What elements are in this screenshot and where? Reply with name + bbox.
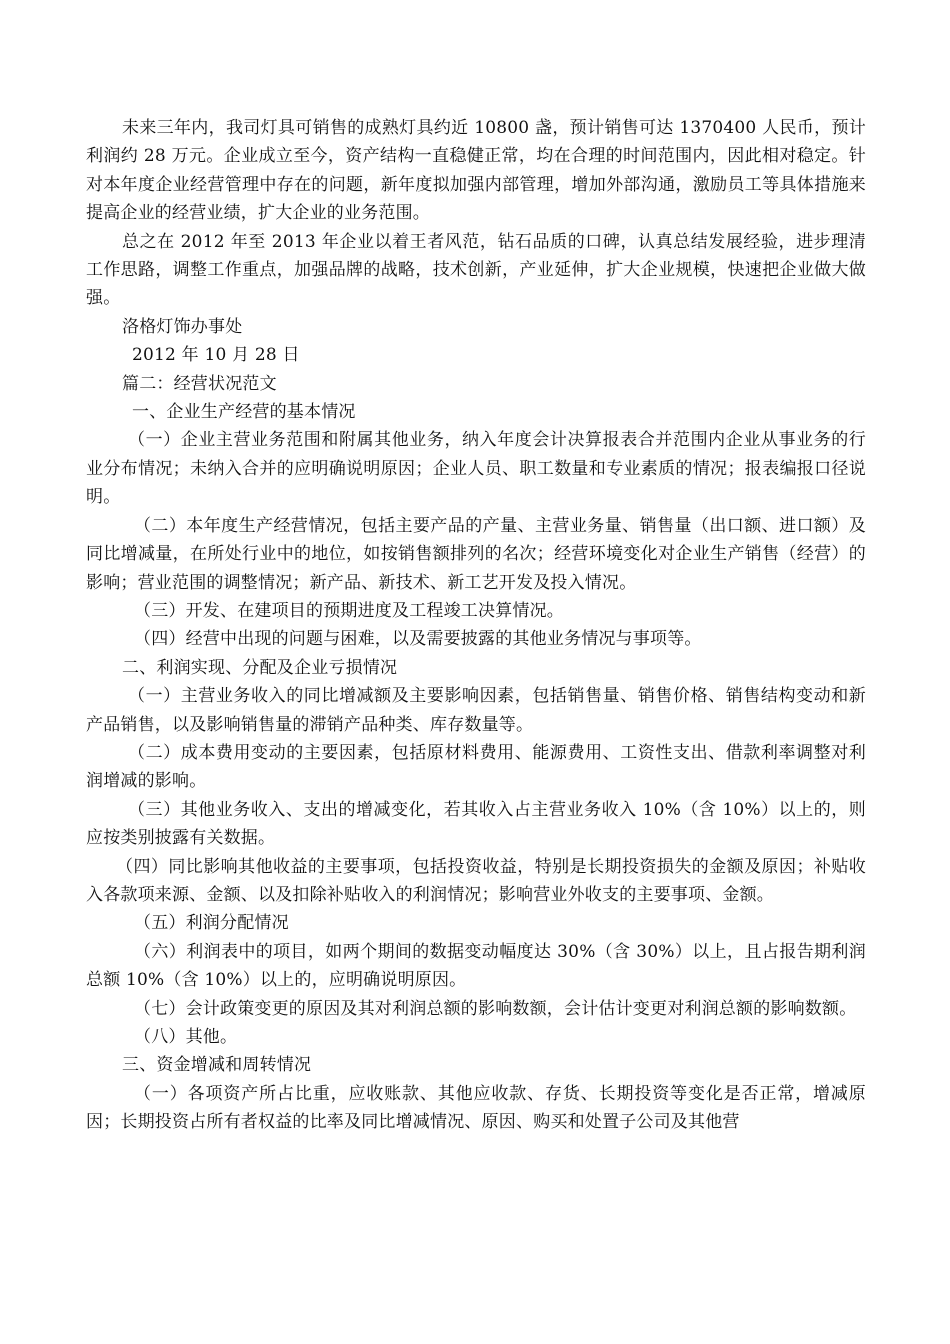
article-two-title: 篇二：经营状况范文 bbox=[122, 373, 277, 394]
item-2-5: （五）利润分配情况 bbox=[134, 913, 289, 934]
item-1-3: （三）开发、在建项目的预期进度及工程竣工决算情况。 bbox=[134, 600, 564, 621]
item-2-1: （一）主营业务收入的同比增减额及主要影响因素，包括销售量、销售价格、销售结构变动和新产品销售，以及影响销售量的滞销产品种类、库存数量等。 bbox=[86, 686, 866, 735]
item-1-2: （二）本年度生产经营情况，包括主要产品的产量、主营业务量、销售量（出口额、进口额）及同比增减量，在所处行业中的地位，如按销售额排列的名次；经营环境变化对企业生产销售（经营）的影响；营业范围的调整情况；新产品、新技术、新工艺开发及投入情况。 bbox=[86, 515, 866, 593]
document-body bbox=[86, 114, 866, 1137]
item-2-4: （四）同比影响其他收益的主要事项，包括投资收益，特别是长期投资损失的金额及原因；补贴收入各款项来源、金额、以及扣除补贴收入的利润情况；影响营业外收支的主要事项、金额。 bbox=[86, 856, 866, 905]
item-1-1: （一）企业主营业务范围和附属其他业务，纳入年度会计决算报表合并范围内企业从事业务的行业分布情况；未纳入合并的应明确说明原因；企业人员、职工数量和专业素质的情况；报表编报口径说明。 bbox=[86, 430, 866, 508]
section-heading-3: 三、资金增减和周转情况 bbox=[122, 1055, 312, 1076]
item-2-8: （八）其他。 bbox=[134, 1027, 238, 1047]
paragraph-summary: 总之在 2012 年至 2013 年企业以着王者风范，钻石品质的口碑，认真总结发展经验，进步理清工作思路，调整工作重点，加强品牌的战略，技术创新，产业延伸，扩大企业规模，快速把企业做大做强。 bbox=[86, 231, 866, 309]
item-2-7: （七）会计政策变更的原因及其对利润总额的影响数额，会计估计变更对利润总额的影响数额。 bbox=[134, 998, 857, 1019]
signature-date: 2012 年 10 月 28 日 bbox=[132, 345, 300, 366]
signature-office: 洛格灯饰办事处 bbox=[122, 316, 243, 337]
item-1-4: （四）经营中出现的问题与困难，以及需要披露的其他业务情况与事项等。 bbox=[134, 629, 702, 650]
item-2-6: （六）利润表中的项目，如两个期间的数据变动幅度达 30%（含 30%）以上，且占报告期利润总额 10%（含 10%）以上的，应明确说明原因。 bbox=[86, 941, 866, 991]
item-3-1: （一）各项资产所占比重，应收账款、其他应收款、存货、长期投资等变化是否正常，增减原因；长期投资占所有者权益的比率及同比增减情况、原因、购买和处置子公司及其他营 bbox=[86, 1083, 866, 1133]
paragraph-sales-forecast: 未来三年内，我司灯具可销售的成熟灯具约近 10800 盏，预计销售可达 1370400 人民币，预计利润约 28 万元。企业成立至今，资产结构一直稳健正常，均在合理的时间范围内，因此相对稳定。针对本年度企业经营管理中存在的问题，新年度拟加强内部管理，增加外部沟通，激励员工等具体措施来提高企业的经营业绩，扩大企业的业务范围。 bbox=[86, 118, 866, 224]
item-2-3: （三）其他业务收入、支出的增减变化，若其收入占主营业务收入 10%（含 10%）以上的，则应按类别披露有关数据。 bbox=[86, 799, 866, 849]
section-heading-1: 一、企业生产经营的基本情况 bbox=[132, 402, 356, 423]
section-heading-2: 二、利润实现、分配及企业亏损情况 bbox=[122, 657, 398, 678]
item-2-2: （二）成本费用变动的主要因素，包括原材料费用、能源费用、工资性支出、借款利率调整对利润增减的影响。 bbox=[86, 742, 866, 792]
